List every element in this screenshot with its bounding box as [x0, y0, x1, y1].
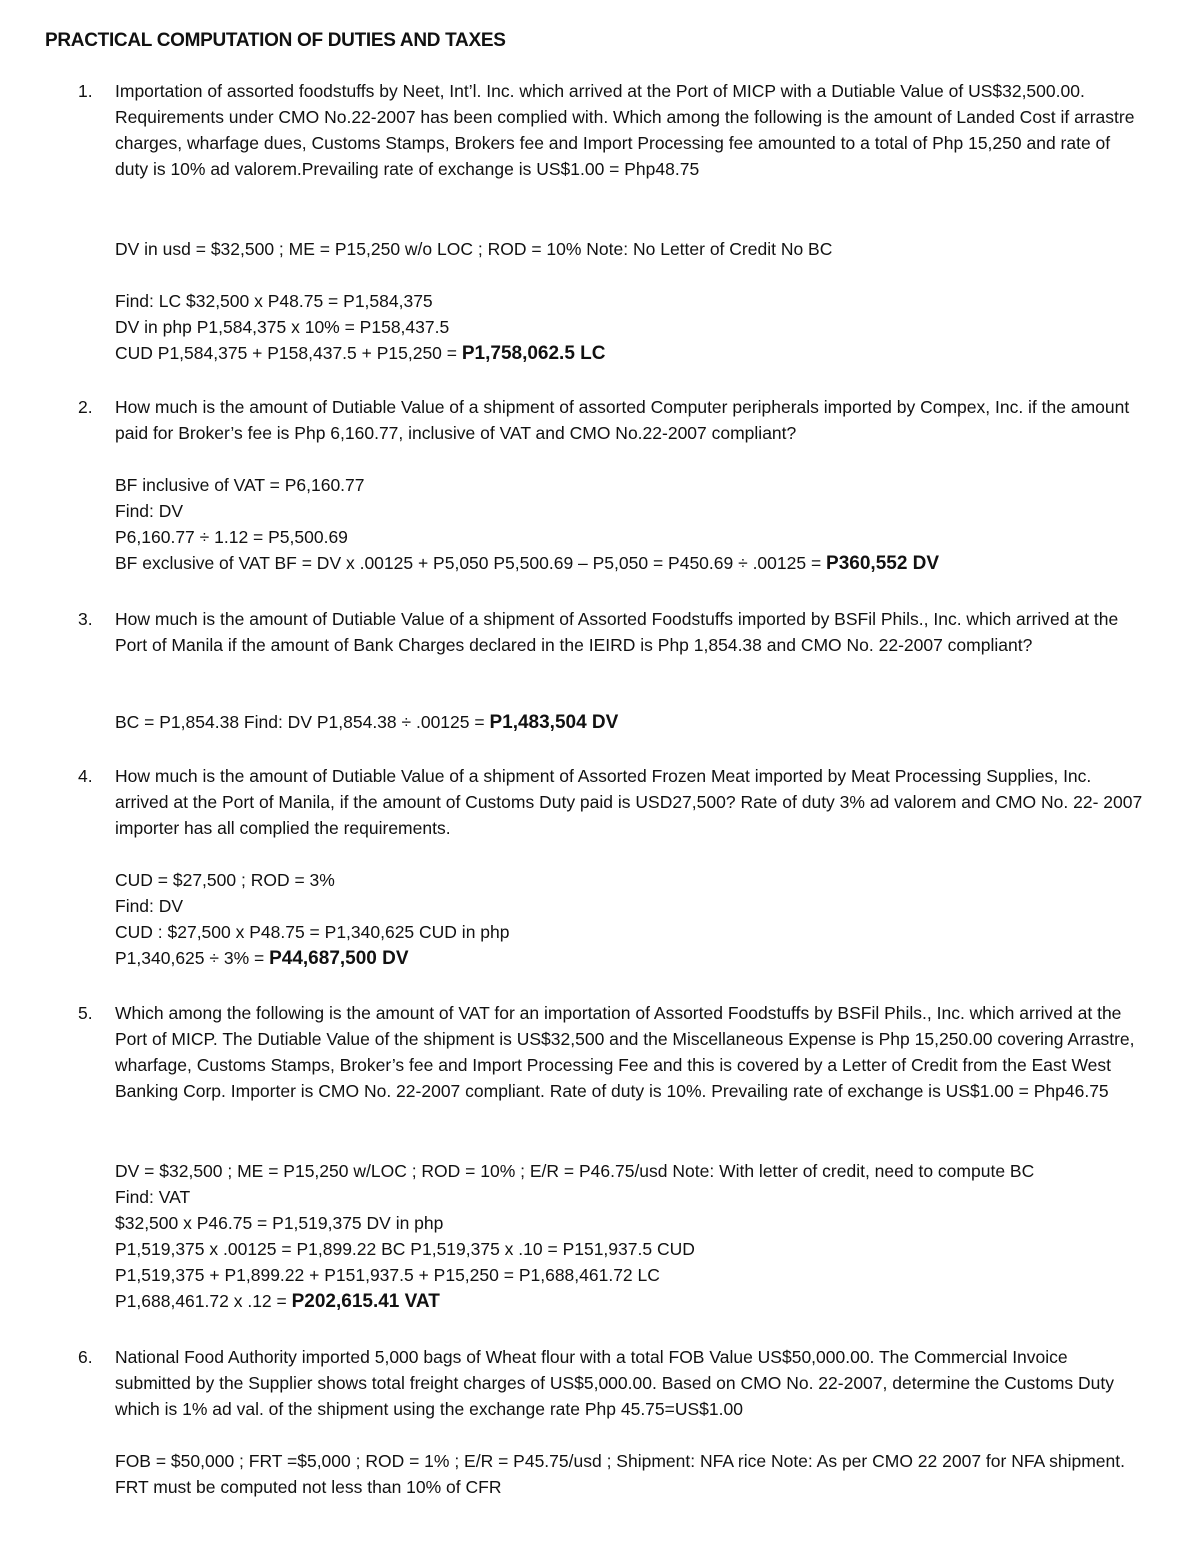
solution-line: Find: VAT [115, 1187, 191, 1207]
solution-6 [115, 1448, 1135, 1500]
final-prefix: BC = P1,854.38 Find: DV P1,854.38 ÷ .00125 = [115, 712, 490, 732]
solution-1-given [115, 236, 1155, 262]
question-number: 3. [78, 609, 93, 629]
solution-line: P6,160.77 ÷ 1.12 = P5,500.69 [115, 527, 348, 547]
question-text: National Food Authority imported 5,000 bags of Wheat flour with a total FOB Value US$50,000.00. The Commercial Invoice submitted by the Supplier shows total freight charges of US$5,000.00. Based on CMO No. 22-2007, determine the Customs Duty which is 1% ad val. of the shipment using the exchange rate Php 45.75=US$1.00 [115, 1347, 1115, 1419]
solution-2 [115, 472, 1155, 577]
solution-final-line [115, 340, 1155, 367]
question-1 [78, 78, 1148, 182]
solution-final-line [115, 1288, 1155, 1315]
given-line: DV in usd = $32,500 ; ME = P15,250 w/o LOC ; ROD = 10% Note: No Letter of Credit No BC [115, 239, 833, 259]
solution-final-line [115, 550, 1155, 577]
solution-3 [115, 709, 1155, 736]
solution-1 [115, 288, 1155, 367]
final-answer: P44,687,500 DV [269, 948, 409, 969]
question-number: 4. [78, 766, 93, 786]
solution-line: CUD : $27,500 x P48.75 = P1,340,625 CUD in php [115, 922, 510, 942]
solution-line: Find: DV [115, 896, 184, 916]
solution-5 [115, 1158, 1155, 1315]
question-text: How much is the amount of Dutiable Value of a shipment of Assorted Foodstuffs imported by BSFil Phils., Inc. which arrived at the Port of Manila if the amount of Bank Charges declared in the IEIRD is Php 1,854.38 and CMO No. 22-2007 compliant? [115, 609, 1119, 655]
final-prefix: CUD P1,584,375 + P158,437.5 + P15,250 = [115, 343, 462, 363]
final-answer: P360,552 DV [826, 553, 940, 574]
question-number: 1. [78, 81, 93, 101]
question-number: 2. [78, 397, 93, 417]
solution-line: Find: DV [115, 501, 184, 521]
question-number: 5. [78, 1003, 93, 1023]
question-text: How much is the amount of Dutiable Value of a shipment of Assorted Frozen Meat imported by Meat Processing Supplies, Inc. arrived at the Port of Manila, if the amount of Customs Duty paid is USD27,500? Rate of duty 3% ad valorem and CMO No. 22- 2007 importer has all complied the requirements. [115, 766, 1143, 838]
solution-final-line [115, 709, 1155, 736]
solution-note: FOB = $50,000 ; FRT =$5,000 ; ROD = 1% ; E/R = P45.75/usd ; Shipment: NFA rice Note: As per CMO 22 2007 for NFA shipment. FRT must be computed not less than 10% of CFR [115, 1451, 1126, 1497]
solution-4 [115, 867, 1155, 972]
solution-line: P1,519,375 x .00125 = P1,899.22 BC P1,519,375 x .10 = P151,937.5 CUD [115, 1239, 695, 1259]
solution-line: $32,500 x P46.75 = P1,519,375 DV in php [115, 1213, 444, 1233]
solution-final-line [115, 945, 1155, 972]
final-prefix: P1,688,461.72 x .12 = [115, 1291, 292, 1311]
final-answer: P1,758,062.5 LC [461, 343, 606, 364]
solution-line: P1,519,375 + P1,899.22 + P151,937.5 + P15,250 = P1,688,461.72 LC [115, 1265, 660, 1285]
question-text: Which among the following is the amount of VAT for an importation of Assorted Foodstuffs by BSFil Phils., Inc. which arrived at the Port of MICP. The Dutiable Value of the shipment is US$32,500 and the Miscellaneous Expense is Php 15,250.00 covering Arrastre, wharfage, Customs Stamps, Broker’s fee and Import Processing Fee and this is covered by a Letter of Credit from the East West Banking Corp. Importer is CMO No. 22-2007 compliant. Rate of duty is 10%. Prevailing rate of exchange is US$1.00 = Php46.75 [115, 1003, 1135, 1101]
question-text: Importation of assorted foodstuffs by Neet, Int’l. Inc. which arrived at the Port of MICP with a Dutiable Value of US$32,500.00. Requirements under CMO No.22-2007 has been complied with. Which among the following is the amount of Landed Cost if arrastre charges, wharfage dues, Customs Stamps, Brokers fee and Import Processing fee amounted to a total of Php 15,250 and rate of duty is 10% ad valorem.Prevailing rate of exchange is US$1.00 = Php48.75 [115, 81, 1135, 179]
final-prefix: BF exclusive of VAT BF = DV x .00125 + P5,050 P5,500.69 – P5,050 = P450.69 ÷ .00125 = [115, 553, 827, 573]
question-4 [78, 763, 1148, 841]
solution-line: BF inclusive of VAT = P6,160.77 [115, 475, 365, 495]
question-5 [78, 1000, 1148, 1104]
final-answer: P1,483,504 DV [489, 712, 619, 733]
solution-line: CUD = $27,500 ; ROD = 3% [115, 870, 335, 890]
question-6 [78, 1344, 1148, 1422]
question-3 [78, 606, 1148, 658]
final-prefix: P1,340,625 ÷ 3% = [115, 948, 270, 968]
question-text: How much is the amount of Dutiable Value of a shipment of assorted Computer peripherals imported by Compex, Inc. if the amount paid for Broker’s fee is Php 6,160.77, inclusive of VAT and CMO No.22-2007 compliant? [115, 397, 1130, 443]
solution-line: Find: LC $32,500 x P48.75 = P1,584,375 [115, 291, 433, 311]
final-answer: P202,615.41 VAT [291, 1291, 440, 1312]
question-2 [78, 394, 1148, 446]
solution-line: DV = $32,500 ; ME = P15,250 w/LOC ; ROD = 10% ; E/R = P46.75/usd Note: With letter of credit, need to compute BC [115, 1161, 1035, 1181]
page-title: PRACTICAL COMPUTATION OF DUTIES AND TAXES [45, 30, 506, 51]
question-number: 6. [78, 1347, 93, 1367]
solution-line: DV in php P1,584,375 x 10% = P158,437.5 [115, 317, 450, 337]
